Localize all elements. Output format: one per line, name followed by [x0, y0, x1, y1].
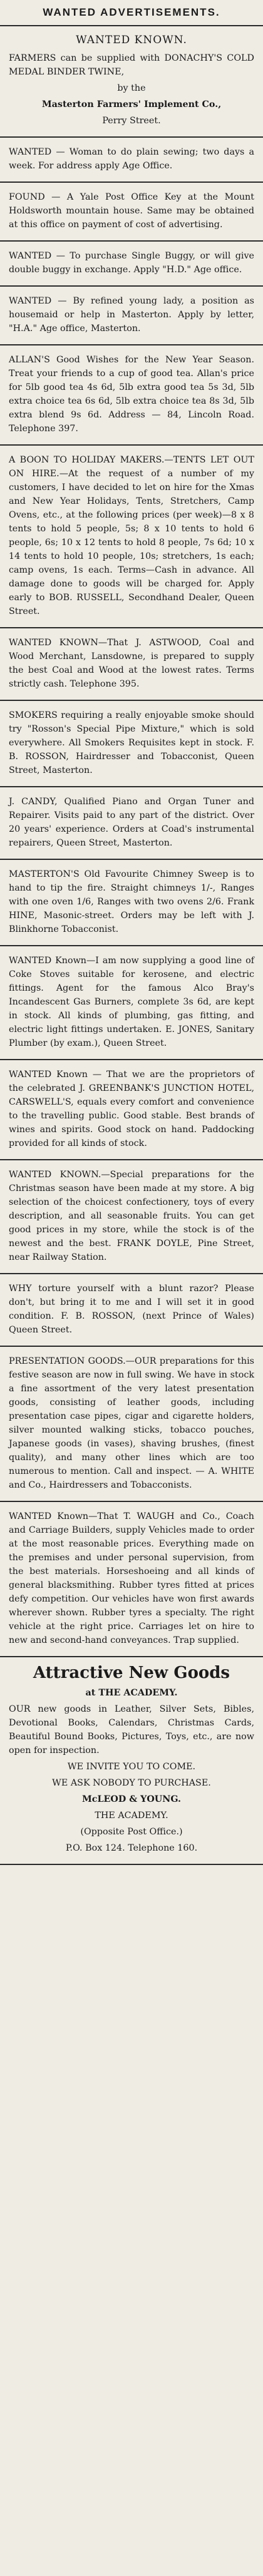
- ad-line: by the: [117, 83, 146, 93]
- ad-text: ALLAN'S Good Wishes for the New Year Season. Treat your friends to a cup of good tea. Allan's price for 5lb good tea 4s 6d, 5lb extra good tea 5s 3d, 5lb extra choice tea 6s 6d, 5lb extra choice tea 8s 3d, 5lb extra blend 9s 6d. Address — 84, Lincoln Road. Telephone 397.: [9, 355, 254, 434]
- ad-text: WANTED Known — That we are the proprietors of the celebrated J. GREENBANK'S JUNCTION HOTEL, CARSWELL'S, equals every comfort and convenience to the travelling public. Good stable. Best brands of wines and spirits. Good stock on hand. Paddocking provided for all kinds of stock.: [9, 1070, 254, 1148]
- ad-wanted-buggy: [0, 242, 263, 287]
- ad-line: Masterton Farmers' Implement Co.,: [41, 100, 222, 110]
- ad-text: A BOON TO HOLIDAY MAKERS.—TENTS LET OUT ON HIRE.—At the request of a number of my customers, I have decided to let on hire for the Xmas and New Year Holidays, Tents, Stretchers, Camp Ovens, etc., at the following prices (per week)—8 x 8 tents to hold 5 people, 5s; 8 x 10 tents to hold 6 people, 6s; 10 x 12 tents to hold 8 people, 7s 6d; 10 x 14 tents to hold 10 people, 10s; stretchers, 1s each; camp ovens, 1s each. Terms—Cash in advance. All damage done to goods will be charged for. Apply early to BOB. RUSSELL, Secondhand Dealer, Queen Street.: [9, 455, 254, 616]
- ad-text: WANTED Known—That T. WAUGH and Co., Coach and Carriage Builders, supply Vehicles made to order at the most reasonable prices. Everything made on the premises and under personal supervision, from the best materials. Horseshoeing and all kinds of general blacksmithing. Rubber tyres fitted at prices defy competition. Our vehicles have won first awards wherever shown. Rubber tyres a specialty. The right vehicle at the right price. Carriages let on hire to new and second-hand conveyances. Trap supplied.: [9, 1511, 254, 1645]
- ad-text: FOUND — A Yale Post Office Key at the Mount Holdsworth mountain house. Same may be obtained at this office on payment of cost of advertising.: [9, 192, 254, 230]
- academy-name: THE ACADEMY.: [95, 1811, 168, 1821]
- ad-wanted-housemaid: [0, 287, 263, 345]
- ad-text: WANTED — To purchase Single Buggy, or will give double buggy in exchange. Apply "H.D." Age office.: [9, 251, 254, 275]
- ad-hotel: [0, 1060, 263, 1160]
- ad-plumber: [0, 946, 263, 1060]
- ad-text: WHY torture yourself with a blunt razor? Please don't, but bring it to me and I will set it in good condition. F. B. ROSSON, (next Prince of Wales) Queen Street.: [9, 1284, 254, 1335]
- ad-text: WANTED — By refined young lady, a position as housemaid or help in Masterton. Apply by letter, "H.A." Age office, Masterton.: [9, 296, 254, 334]
- academy-contact: P.O. Box 124. Telephone 160.: [65, 1843, 198, 1853]
- academy-subtitle: at THE ACADEMY.: [85, 1688, 178, 1698]
- ad-presentation-goods: [0, 1347, 263, 1502]
- ad-chimney-sweep: [0, 860, 263, 946]
- ad-text: WANTED KNOWN.—Special preparations for the Christmas season have been made at my store. A big selection of the choicest confectionery, toys of every description, and all seasonable fruits. You can get good prices in my store, while the stock is of the newest and the best. FRANK DOYLE, Pine Street, near Railway Station.: [9, 1170, 254, 1262]
- ad-text: SMOKERS requiring a really enjoyable smoke should try "Rosson's Special Pipe Mixture," which is sold everywhere. All Smokers Requisites kept in stock. F. B. ROSSON, Hairdresser and Tobacconist, Queen Street, Masterton.: [9, 710, 254, 775]
- ad-coach-builders: [0, 1502, 263, 1657]
- ad-found-key: [0, 183, 263, 242]
- ad-academy: [0, 1657, 263, 1865]
- academy-proprietors: McLEOD & YOUNG.: [81, 1794, 182, 1804]
- ad-tents-hire: [0, 446, 263, 628]
- ad-wanted-woman: [0, 138, 263, 183]
- ad-coal-wood: [0, 628, 263, 701]
- ad-text: MASTERTON'S Old Favourite Chimney Sweep is to hand to tip the fire. Straight chimneys 1/-, Ranges with one oven 1/6, Ranges with two ovens 2/6. Frank HINE, Masonic-street. Orders may be left with J. Blinkhorne Tobacconist.: [9, 869, 254, 934]
- ad-text: WANTED KNOWN—That J. ASTWOOD, Coal and Wood Merchant, Lansdowne, is prepared to supply the best Coal and Wood at the lowest rates. Terms strictly cash. Telephone 395.: [9, 638, 254, 689]
- masthead: WANTED ADVERTISEMENTS.: [0, 0, 263, 26]
- ad-allan-tea: [0, 345, 263, 446]
- ad-farmers: [0, 26, 263, 138]
- ad-text: WANTED Known—I am now supplying a good line of Coke Stoves suitable for kerosene, and electric fittings. Agent for the famous Alco Bray's Incandescent Gas Burners, complete 3s 6d, are kept in stock. All kinds of plumbing, gas fitting, and electric light fittings undertaken. E. JONES, Sanitary Plumber (by exam.), Queen Street.: [9, 956, 254, 1048]
- ad-piano-tuner: [0, 787, 263, 860]
- ad-heading: WANTED KNOWN.: [76, 34, 187, 46]
- ad-christmas-store: [0, 1160, 263, 1274]
- ad-text: PRESENTATION GOODS.—OUR preparations for this festive season are now in full swing. We have in stock a fine assortment of the very latest presentation goods, consisting of leather goods, including presentation case pipes, cigar and cigarette holders, silver mounted walking sticks, tobacco pouches, Japanese goods (in vases), shaving brushes, (finest quality), and many other lines which are too numerous to mention. Call and inspect. — A. WHITE and Co., Hairdressers and Tobacconists.: [9, 1356, 254, 1490]
- ad-razor: [0, 1274, 263, 1347]
- academy-invite: WE INVITE YOU TO COME.: [67, 1762, 196, 1772]
- academy-copy: OUR new goods in Leather, Silver Sets, Bibles, Devotional Books, Calendars, Christmas Cards, Beautiful Bound Books, Pictures, Toys, etc., are now open for inspection.: [9, 1704, 254, 1756]
- ad-line: Perry Street.: [102, 116, 161, 126]
- ad-text: WANTED — Woman to do plain sewing; two days a week. For address apply Age Office.: [9, 147, 254, 171]
- ad-smokers: [0, 701, 263, 787]
- academy-no-purchase: WE ASK NOBODY TO PURCHASE.: [52, 1778, 211, 1788]
- ad-text: J. CANDY, Qualified Piano and Organ Tuner and Repairer. Visits paid to any part of the district. Over 20 years' experience. Orders at Coad's instrumental repairers, Queen Street, Masterton.: [9, 797, 254, 848]
- bottom-spacer: [0, 1865, 263, 1876]
- academy-title: Attractive New Goods: [33, 1664, 230, 1682]
- academy-location: (Opposite Post Office.): [80, 1827, 183, 1837]
- ad-line: FARMERS can be supplied with DONACHY'S COLD MEDAL BINDER TWINE,: [9, 53, 254, 77]
